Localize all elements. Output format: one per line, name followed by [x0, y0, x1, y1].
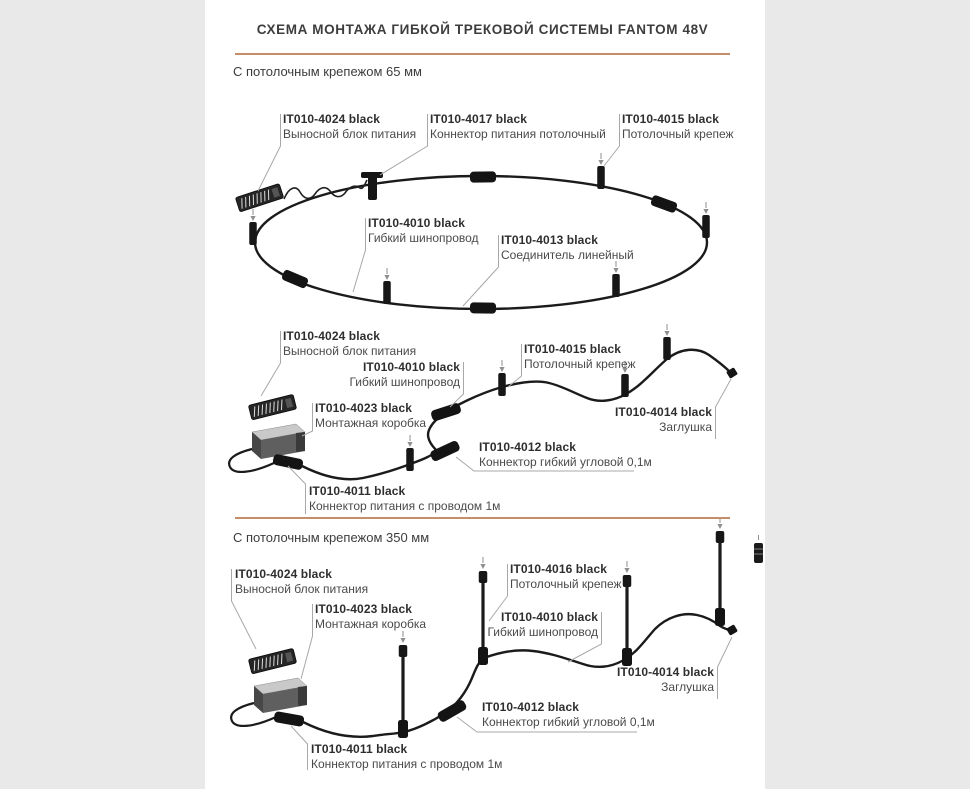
- part-desc: Монтажная коробка: [315, 415, 427, 430]
- label-corner-line65: [479, 440, 652, 469]
- junction-box-icon: [252, 424, 305, 459]
- ceiling-mount-65-icon: [406, 435, 414, 471]
- flex-track-ring: [255, 176, 707, 309]
- end-cap-icon: [726, 624, 738, 635]
- rod-track-connector-icon: [715, 608, 725, 626]
- page-title: СХЕМА МОНТАЖА ГИБКОЙ ТРЕКОВОЙ СИСТЕМЫ FANTOM 48V: [256, 22, 709, 37]
- label-psu-ring: [283, 112, 416, 141]
- rod-track-connector-icon: [478, 647, 488, 665]
- ceiling-mount-350-icon: [399, 631, 408, 657]
- ceiling-mount-65-icon: [498, 360, 506, 396]
- section-heading-65: С потолочным крепежом 65 мм: [233, 64, 422, 79]
- part-number: IT010-4023 black: [315, 602, 412, 616]
- part-number: IT010-4024 black: [235, 567, 332, 581]
- part-number: IT010-4013 black: [501, 233, 598, 247]
- part-number: IT010-4012 black: [479, 440, 576, 454]
- ceiling-mount-65-icon: [383, 268, 391, 304]
- label-ceiling-feed: [430, 112, 606, 141]
- part-desc: Коннектор питания с проводом 1м: [309, 498, 501, 513]
- part-number: IT010-4017 black: [430, 112, 527, 126]
- part-number: IT010-4010 black: [363, 360, 460, 374]
- part-number: IT010-4015 black: [622, 112, 719, 126]
- label-endcap-line65: [592, 405, 712, 434]
- part-number: IT010-4010 black: [368, 216, 465, 230]
- corner-connector-icon: [429, 440, 461, 463]
- part-number: IT010-4012 black: [482, 700, 579, 714]
- part-desc: Потолочный крепеж: [622, 126, 734, 141]
- supply-cable-icon: [284, 180, 367, 199]
- part-desc: Коннектор питания с проводом 1м: [311, 756, 503, 771]
- ceiling-mount-350-icon: [623, 561, 632, 587]
- feed-connector-1m-icon: [273, 711, 304, 727]
- part-desc: Потолочный крепеж: [510, 576, 622, 591]
- label-jbox-line350: [315, 602, 426, 631]
- label-mount350-line: [510, 562, 622, 591]
- linear-connector-icon: [281, 269, 309, 289]
- power-supply-icon: [248, 648, 296, 674]
- label-corner-line350: [482, 700, 655, 729]
- label-feed1m-line350: [311, 742, 502, 771]
- ceiling-mount-350-icon: [716, 517, 725, 543]
- part-number: IT010-4014 black: [617, 665, 714, 679]
- part-number: IT010-4011 black: [311, 742, 408, 756]
- part-desc: Соединитель линейный: [501, 247, 634, 262]
- corner-connector-icon: [436, 699, 467, 724]
- part-desc: Гибкий шинопровод: [487, 624, 598, 639]
- part-desc: Монтажная коробка: [315, 616, 427, 631]
- feed-connector-1m-icon: [272, 454, 304, 471]
- label-linear-ring: [501, 233, 634, 262]
- linear-connector-icon: [470, 171, 496, 182]
- part-desc: Выносной блок питания: [235, 581, 369, 596]
- part-desc: Выносной блок питания: [283, 343, 417, 358]
- label-mount65-line: [524, 342, 636, 371]
- part-desc: Заглушка: [659, 419, 712, 434]
- ceiling-mount-65-icon: [663, 324, 671, 360]
- label-psu-line350: [235, 567, 368, 596]
- linear-connector-icon: [650, 194, 678, 213]
- rod-track-connector-icon: [398, 720, 408, 738]
- part-desc: Потолочный крепеж: [524, 356, 636, 371]
- label-track-line65: [332, 360, 460, 389]
- linear-connector-icon: [430, 402, 462, 422]
- part-desc: Выносной блок питания: [283, 126, 417, 141]
- spare-mount-icon: [754, 535, 763, 563]
- ceiling-mount-65-icon: [249, 209, 257, 245]
- part-desc: Коннектор гибкий угловой 0,1м: [479, 454, 652, 469]
- ceiling-mount-65-icon: [702, 202, 710, 238]
- label-track-line350: [478, 610, 598, 639]
- part-desc: Коннектор гибкий угловой 0,1м: [482, 714, 655, 729]
- section-heading-350: С потолочным крепежом 350 мм: [233, 530, 430, 545]
- label-endcap-line350: [594, 665, 714, 694]
- label-jbox-line65: [315, 401, 426, 430]
- part-number: IT010-4015 black: [524, 342, 621, 356]
- part-number: IT010-4010 black: [501, 610, 598, 624]
- part-number: IT010-4024 black: [283, 329, 380, 343]
- part-number: IT010-4024 black: [283, 112, 380, 126]
- rod-track-connector-icon: [622, 648, 632, 666]
- title-divider: [235, 53, 730, 55]
- label-feed1m-line65: [309, 484, 500, 513]
- part-number: IT010-4016 black: [510, 562, 607, 576]
- part-number: IT010-4014 black: [615, 405, 712, 419]
- junction-box-icon: [254, 678, 307, 713]
- label-track-ring: [368, 216, 479, 245]
- ceiling-mount-350-icon: [479, 557, 488, 583]
- part-number: IT010-4011 black: [309, 484, 406, 498]
- part-desc: Гибкий шинопровод: [368, 230, 479, 245]
- part-number: IT010-4023 black: [315, 401, 412, 415]
- power-supply-icon: [248, 394, 296, 420]
- linear-connector-icon: [470, 302, 496, 313]
- part-desc: Заглушка: [661, 679, 714, 694]
- part-desc: Гибкий шинопровод: [349, 374, 460, 389]
- ceiling-mount-65-icon: [597, 153, 605, 189]
- section-divider: [235, 517, 730, 519]
- ceiling-mount-65-icon: [612, 261, 620, 297]
- label-psu-line65: [283, 329, 416, 358]
- part-desc: Коннектор питания потолочный: [430, 126, 606, 141]
- label-mount65-ring: [622, 112, 734, 141]
